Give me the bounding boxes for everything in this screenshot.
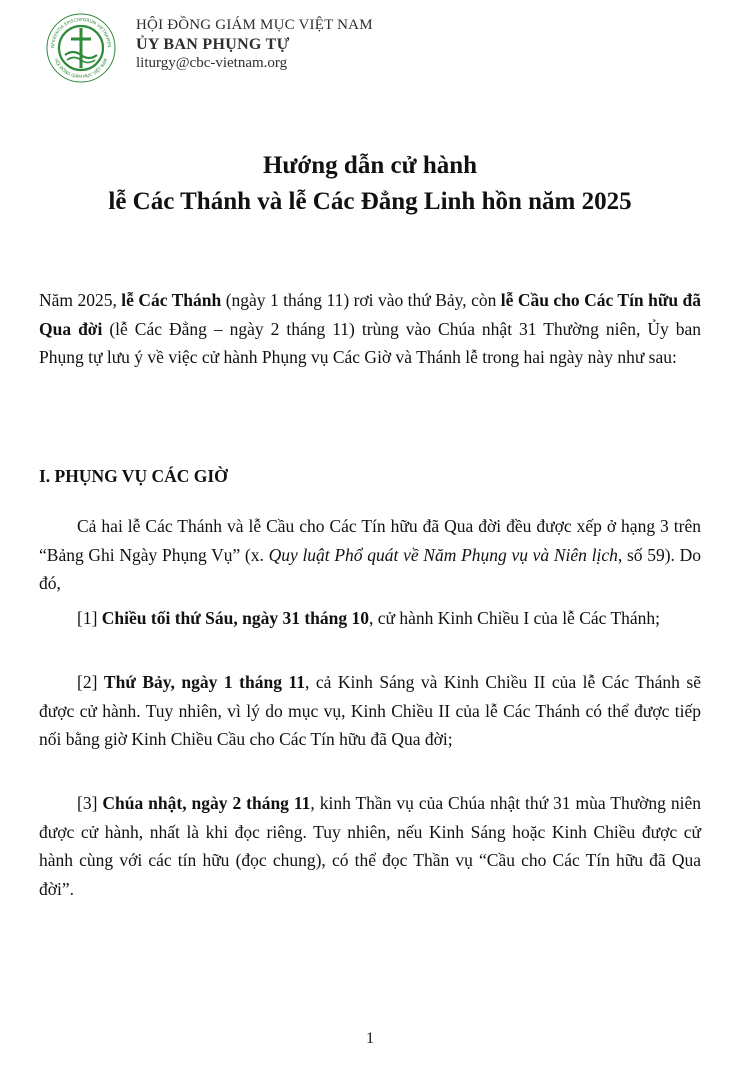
intro-bold-2: lễ Cầu cho Các Tín hữu đã Qua đời xyxy=(39,290,701,339)
intro-text-1: Năm 2025, xyxy=(39,290,122,310)
list-item-number: [1] xyxy=(77,608,102,628)
list-item-text: , cử hành Kinh Chiều I của lễ Các Thánh; xyxy=(369,608,661,628)
contact-email: liturgy@cbc-vietnam.org xyxy=(136,55,288,71)
list-item xyxy=(39,604,701,633)
committee-name: ỦY BAN PHỤNG TỰ xyxy=(136,36,290,53)
intro-bold-1: lễ Các Thánh xyxy=(121,290,222,310)
letterhead xyxy=(136,16,373,73)
bishops-conference-logo xyxy=(45,12,117,84)
paragraph-citation: Quy luật Phổ quát về Năm Phụng vụ và Niên lịch xyxy=(268,544,618,565)
list-item xyxy=(39,668,701,754)
list-item-text: , kinh Thần vụ của Chúa nhật thứ 31 mùa Thường niên được cử hành, nhất là khi đọc riêng. Tuy nhiên, nếu Kinh Sáng hoặc Kinh Chiều được cử hành cùng với các tín hữu (đọc chung), có thể đọc Thần vụ “Cầu cho Các Tín hữu đã Qua đời”. xyxy=(39,793,702,899)
list-item-number: [3] xyxy=(77,793,103,813)
list-item-number: [2] xyxy=(77,672,104,692)
organization-name: HỘI ĐỒNG GIÁM MỤC VIỆT NAM xyxy=(136,17,373,33)
intro-text-2: (ngày 1 tháng 11) rơi vào thứ Bảy, còn xyxy=(221,290,501,310)
list-item-date: Chiều tối thứ Sáu, ngày 31 tháng 10 xyxy=(101,608,370,628)
intro-text-3: (lễ Các Đẳng – ngày 2 tháng 11) trùng vào Chúa nhật 31 Thường niên, Ủy ban Phụng tự lưu ý về việc cử hành Phụng vụ Các Giờ và Thánh lễ trong hai ngày này như sau: xyxy=(39,318,701,367)
list-item-date: Chúa nhật, ngày 2 tháng 11 xyxy=(102,793,311,813)
section-paragraph xyxy=(39,512,701,598)
title-line-1: Hướng dẫn cử hành xyxy=(262,152,478,179)
page-number: 1 xyxy=(366,1030,374,1047)
list-item xyxy=(39,789,701,903)
document-title xyxy=(0,148,740,220)
logo-ring-top-text: NFERENTIA EPISCOPORUM VIETNAMEN xyxy=(50,17,112,49)
logo-ring-bottom-text: HỘI ĐỒNG GIÁM MỤC VIỆT NAM xyxy=(52,58,110,81)
section-heading: I. PHỤNG VỤ CÁC GIỜ xyxy=(39,466,228,486)
intro-paragraph xyxy=(39,286,701,372)
list-item-text: , cả Kinh Sáng và Kinh Chiều II của lễ Các Thánh sẽ được cử hành. Tuy nhiên, vì lý do mục vụ, Kinh Chiều II của lễ Các Thánh có thể được tiếp nối bằng giờ Kinh Chiều Cầu cho Các Tín hữu đã Qua đời; xyxy=(39,672,701,749)
paragraph-text-2: , số 59). Do đó, xyxy=(39,544,702,593)
paragraph-text-1: Cả hai lễ Các Thánh và lễ Cầu cho Các Tín hữu đã Qua đời đều được xếp ở hạng 3 trên “Bảng Ghi Ngày Phụng Vụ” (x. xyxy=(39,516,701,565)
title-line-2: lễ Các Thánh và lễ Các Đẳng Linh hồn năm 2025 xyxy=(108,188,632,215)
list-item-date: Thứ Bảy, ngày 1 tháng 11 xyxy=(103,672,305,692)
